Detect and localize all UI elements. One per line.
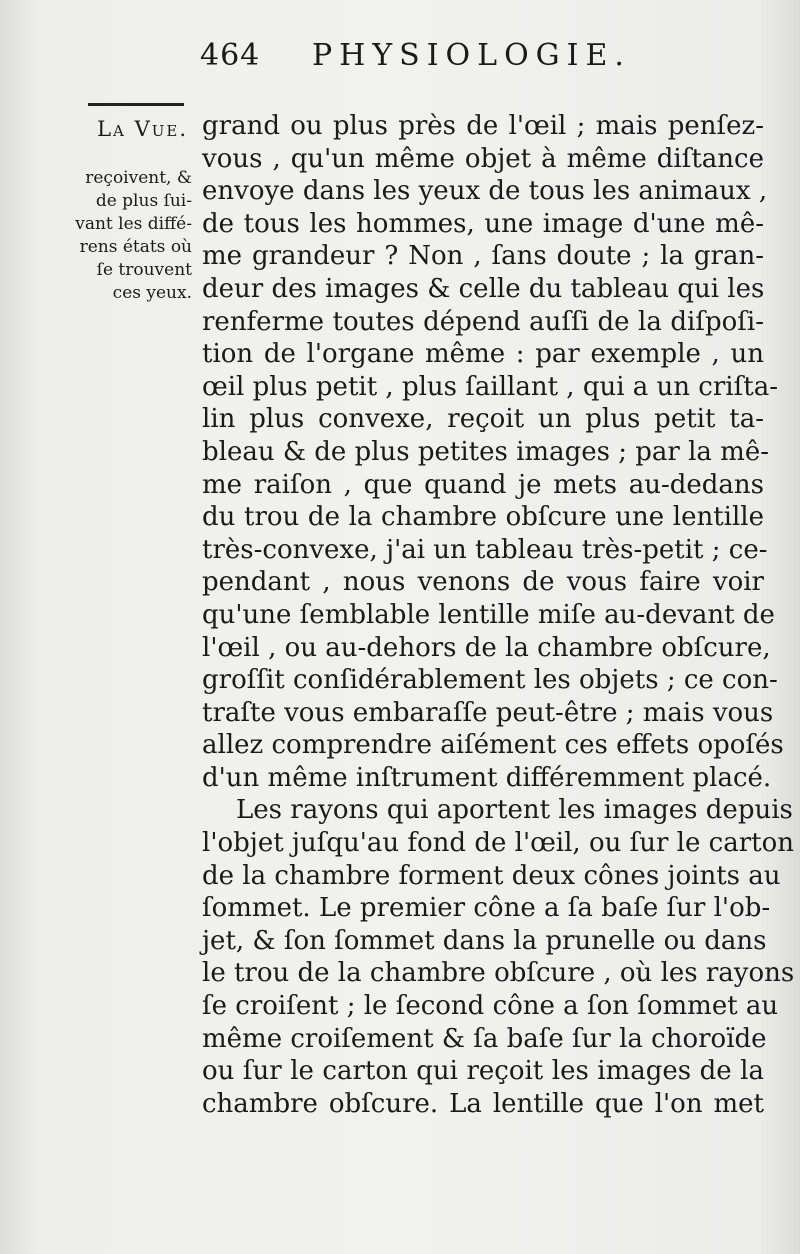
sidenote-line: ces yeux.	[112, 283, 192, 303]
paragraph-1	[202, 110, 784, 794]
text-line: allez comprendre aiſément ces effets opoſés	[202, 730, 784, 761]
text-line: me raiſon , que quand je mets au-dedans	[202, 469, 764, 500]
text-line: du trou de la chambre obſcure une lentille	[202, 502, 764, 533]
text-line: très-convexe, j'ai un tableau très-petit ; ce-	[202, 534, 768, 565]
text-line: renferme toutes dépend auſſi de la diſpoſi-	[202, 306, 764, 337]
text-line: traſte vous embaraſſe peut-être ; mais vous	[202, 697, 774, 728]
text-line: Les rayons qui aportent les images depuis	[236, 795, 793, 826]
text-line: vous , qu'un même objet à même diſtance	[202, 143, 764, 174]
page-header	[200, 38, 760, 78]
text-line: grand ou plus près de l'œil ; mais penſez-	[202, 111, 764, 141]
text-line: bleau & de plus petites images ; par la mê-	[202, 436, 769, 467]
text-line: de tous les hommes, une image d'une mê-	[202, 208, 764, 239]
text-line: qu'une ſemblable lentille miſe au-devant de	[202, 599, 775, 630]
text-line: ou ſur le carton qui reçoit les images de la	[202, 1056, 764, 1087]
main-text	[202, 110, 795, 1120]
text-line: jet, & ſon ſommet dans la prunelle ou dans	[202, 925, 767, 956]
text-line: pendant , nous venons de vous faire voir	[202, 567, 764, 598]
text-line: me grandeur ? Non , ſans doute ; la gran-	[202, 241, 764, 272]
running-title: PHYSIOLOGIE.	[312, 38, 631, 73]
text-line: l'œil , ou au-dehors de la chambre obſcure,	[202, 632, 771, 663]
sidenote-heading: La Vue.	[97, 117, 188, 141]
text-line: de la chambre forment deux cônes joints au	[202, 860, 781, 891]
text-line: envoye dans les yeux de tous les animaux ,	[202, 176, 768, 207]
text-line: l'objet juſqu'au fond de l'œil, ou ſur le carton	[202, 828, 794, 859]
sidenote-line: rens états où	[79, 237, 192, 257]
text-line: deur des images & celle du tableau qui les	[202, 273, 765, 304]
text-line: d'un même inſtrument différemment placé.	[202, 762, 772, 793]
text-line: ſommet. Le premier cône a ſa baſe ſur l'ob-	[202, 893, 771, 924]
sidenote-line: de plus ſui-	[95, 191, 192, 211]
text-line: le trou de la chambre obſcure , où les rayons	[202, 958, 795, 989]
text-line: groſſit conſidérablement les objets ; ce con-	[202, 665, 778, 696]
text-line: chambre obſcure. La lentille que l'on met	[202, 1088, 764, 1119]
text-line: même croiſement & ſa baſe ſur la choroïde	[202, 1023, 767, 1054]
sidenote-line: ſe trouvent	[96, 260, 192, 280]
sidenote-rule	[88, 103, 184, 106]
sidenote	[62, 167, 192, 305]
text-line: œil plus petit , plus ſaillant , qui a un criſta-	[202, 371, 778, 402]
page-number: 464	[200, 38, 261, 73]
text-line: tion de l'organe même : par exemple , un	[202, 339, 764, 370]
sidenote-line: reçoivent, &	[85, 168, 192, 188]
text-line: ſe croiſent ; le ſecond cône a ſon ſommet au	[202, 991, 779, 1022]
sidenote-line: vant les diffé-	[75, 214, 192, 234]
paragraph-2	[202, 794, 795, 1120]
text-line: lin plus convexe, reçoit un plus petit ta-	[202, 404, 764, 435]
